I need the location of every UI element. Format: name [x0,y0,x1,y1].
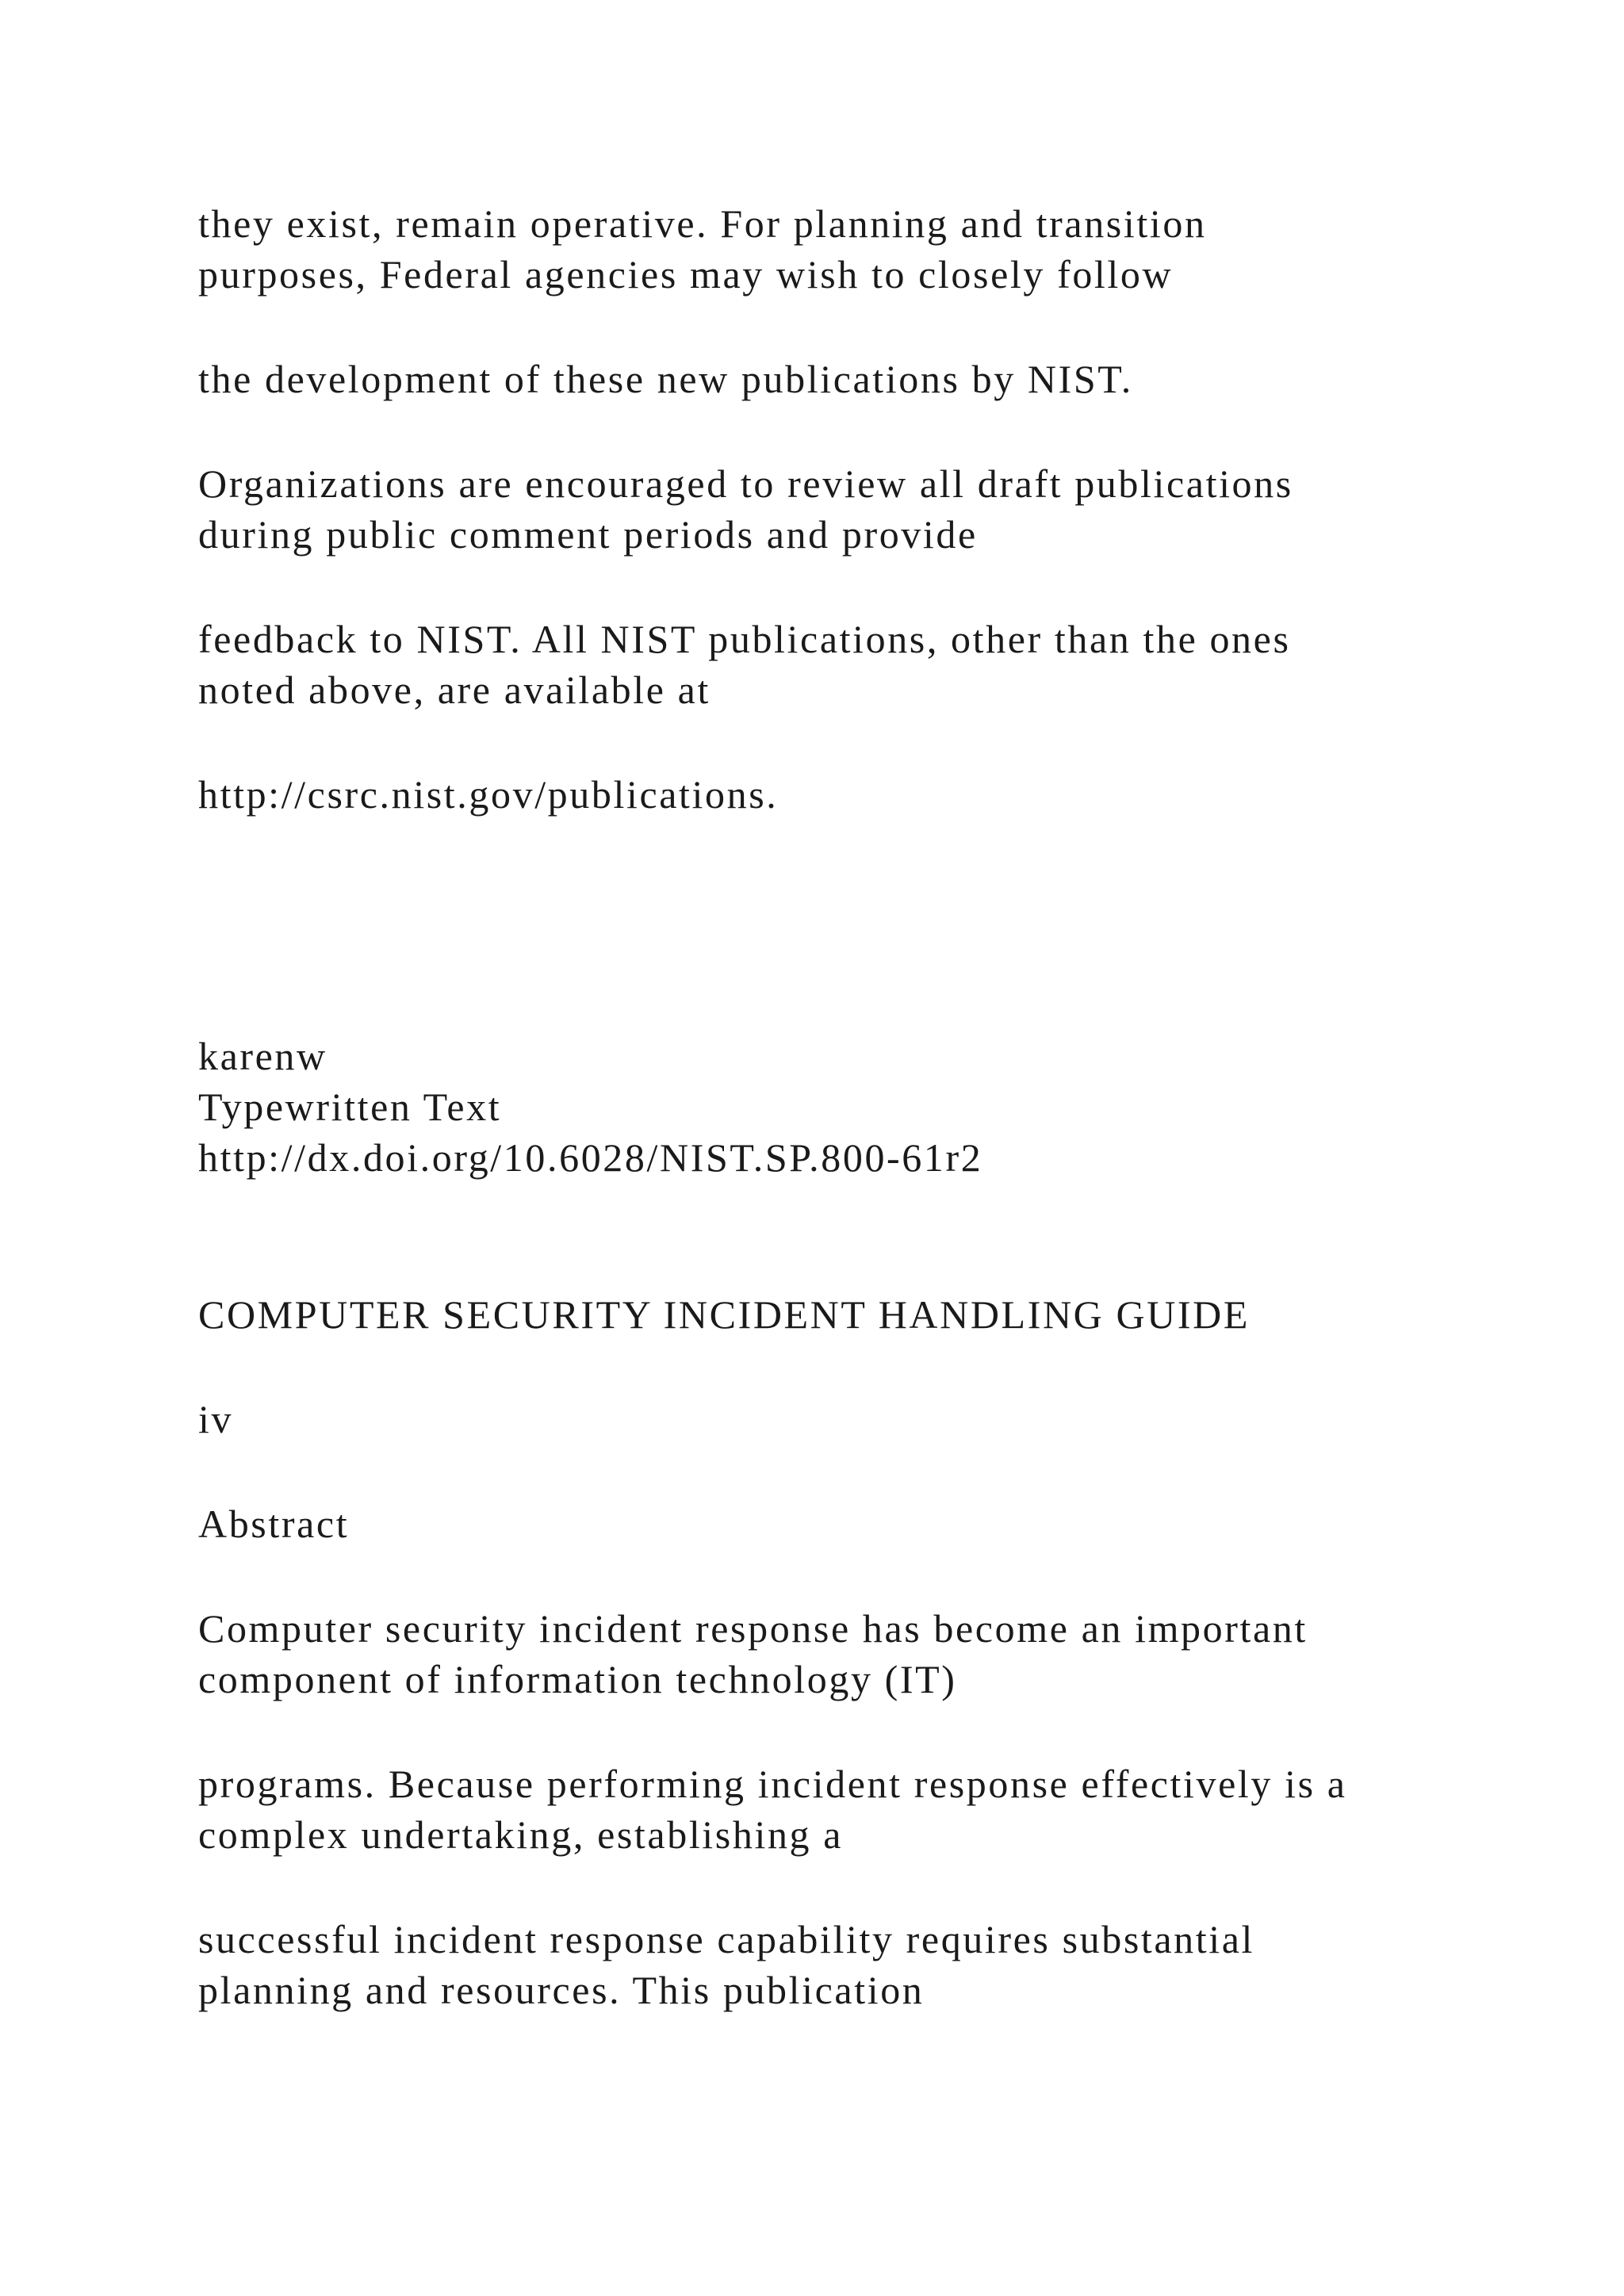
doi-link: http://dx.doi.org/10.6028/NIST.SP.800-61r2 [198,1135,983,1180]
body-text-line: component of information technology (IT) [198,1657,957,1701]
body-text-line: during public comment periods and provide [198,512,978,557]
page-number: iv [198,1397,234,1441]
annotation-type: Typewritten Text [198,1085,502,1129]
section-heading: Abstract [198,1502,350,1546]
body-text-line: Computer security incident response has become an important [198,1606,1308,1651]
body-text-line: successful incident response capability requires substantial [198,1917,1255,1961]
body-text-line: Organizations are encouraged to review all draft publications [198,461,1293,506]
body-text-line: complex undertaking, establishing a [198,1812,844,1857]
body-text-line: purposes, Federal agencies may wish to closely follow [198,252,1174,297]
body-text-line: noted above, are available at [198,668,710,712]
running-header: COMPUTER SECURITY INCIDENT HANDLING GUIDE [198,1292,1250,1337]
body-text-line: planning and resources. This publication [198,1968,925,2012]
annotation-author: karenw [198,1034,327,1078]
body-text-line: programs. Because performing incident response effectively is a [198,1762,1347,1806]
body-text-line: feedback to NIST. All NIST publications, other than the ones [198,617,1291,661]
body-text-line: the development of these new publications by NIST. [198,357,1133,401]
body-text-line: they exist, remain operative. For planning and transition [198,201,1207,246]
publications-url: http://csrc.nist.gov/publications. [198,772,779,817]
